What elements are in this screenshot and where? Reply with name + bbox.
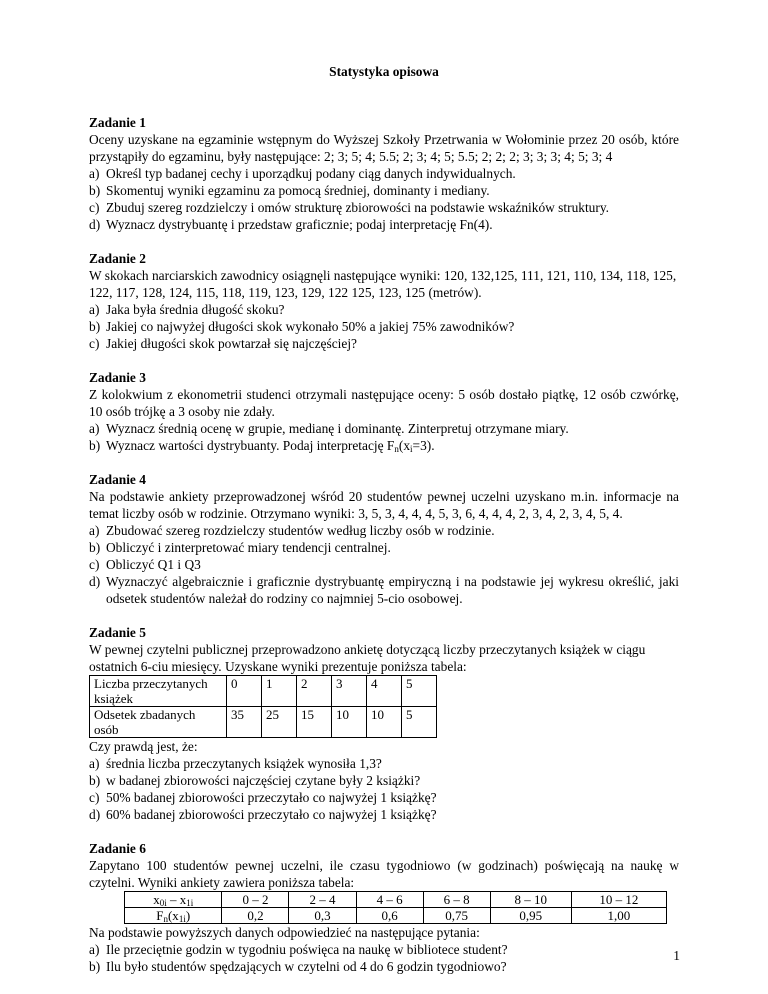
table-cell: 1 [262,676,297,707]
item-text: w badanej zbiorowości najczęściej czytane były 2 książki? [106,773,421,788]
table-row-header: Liczba przeczytanych książek [90,676,227,707]
table-cell: 5 [402,707,437,738]
task-6 [89,840,679,975]
item-text: średnia liczba przeczytanych książek wynosiła 1,3? [106,756,382,771]
item-label: c) [89,557,100,572]
item-label: d) [89,217,101,232]
task-item [89,216,679,233]
table-cell: 5 [402,676,437,707]
header-text: (x [167,908,179,923]
table-cell: 0,75 [423,908,490,924]
task-item [89,556,679,573]
table-row-header [125,908,222,924]
item-text: Wyznacz średnią ocenę w grupie, medianę i dominantę. Zinterpretuj otrzymane miary. [106,421,569,436]
table-cell: 0,95 [490,908,571,924]
item-text: Ilu było studentów spędzających w czytelni od 4 do 6 godzin tygodniowo? [106,959,507,974]
task-item [89,789,679,806]
item-label: d) [89,574,101,589]
table-cell: 0 – 2 [222,892,289,908]
item-text: Jakiej co najwyżej długości skok wykonało 50% a jakiej 75% zawodników? [106,319,515,334]
item-label: b) [89,438,101,453]
table-row [90,707,437,738]
table-cell: 25 [262,707,297,738]
task-title: Zadanie 4 [89,472,146,487]
subscript: 1i [186,898,194,908]
table-row [90,676,437,707]
task-item [89,318,679,335]
item-text-part: (x [398,438,411,453]
table-cell: 8 – 10 [490,892,571,908]
task-title: Zadanie 1 [89,115,146,130]
table-cell: 10 [367,707,402,738]
item-text: Jakiej długości skok powtarzał się najczęściej? [106,336,357,351]
item-text: 60% badanej zbiorowości przeczytało co najwyżej 1 książkę? [106,807,437,822]
task-item [89,199,679,216]
item-label: d) [89,807,101,822]
task-item [89,437,679,454]
task-title: Zadanie 3 [89,370,146,385]
header-text: F [156,908,164,923]
task-intro: Z kolokwium z ekonometrii studenci otrzymali następujące oceny: 5 osób dostało piątkę, 12 osób czwórkę, 10 osób trójkę a 3 osoby nie zdały. [89,387,679,419]
item-text: Zbudować szereg rozdzielczy studentów według liczby osób w rodzinie. [106,523,495,538]
task-item [89,573,679,607]
item-text: Obliczyć Q1 i Q3 [106,557,201,572]
header-text: ) [185,908,191,923]
task-item [89,806,679,823]
task-item [89,182,679,199]
item-text: Wyznacz dystrybuantę i przedstaw graficznie; podaj interpretację Fn(4). [106,217,493,232]
task-1 [89,114,679,233]
task-item [89,755,679,772]
task-2 [89,250,679,352]
task-item [89,522,679,539]
item-text: Ile przeciętnie godzin w tygodniu poświęca na naukę w bibliotece student? [106,942,508,957]
item-label: c) [89,200,100,215]
task-intro: Oceny uzyskane na egzaminie wstępnym do Wyższej Szkoły Przetrwania w Wołominie przez 20 osób, które przystąpiły do egzaminu, były następujące: 2; 3; 5; 4; 5.5; 2; 3; 4; 5; 5.5; 2; 2; 2; 3; 3; 3; 4; 5; 3; 4 [89,132,679,164]
item-label: a) [89,756,100,771]
subscript: 0i [159,898,167,908]
item-text: Jaka była średnia długość skoku? [106,302,285,317]
item-label: a) [89,942,100,957]
table-row [125,908,667,924]
task-item [89,958,679,975]
subscript: i [410,444,413,454]
item-label: b) [89,183,101,198]
item-label: b) [89,540,101,555]
table-cell: 2 [297,676,332,707]
item-label: a) [89,302,100,317]
task-item [89,335,679,352]
item-text: Wyznaczyć algebraicznie i graficznie dystrybuantę empiryczną i na podstawie jej wykresu określić, jaki odsetek studentów należał do rodziny co najmniej 5-cio osobowej. [106,574,679,606]
item-label: a) [89,523,100,538]
study-time-table [124,891,667,924]
item-label: b) [89,319,101,334]
header-text: – x [166,892,187,907]
table-cell: 0,6 [356,908,423,924]
task-intro: W skokach narciarskich zawodnicy osiągnęli następujące wyniki: 120, 132,125, 111, 121, 110, 134, 118, 125, 122, 117, 128, 124, 115, 118, 119, 123, 129, 122 125, 123, 125 (metrów). [89,268,677,300]
table-cell: 6 – 8 [423,892,490,908]
task-title: Zadanie 5 [89,625,146,640]
item-label: a) [89,421,100,436]
task-3 [89,369,679,454]
item-label: c) [89,336,100,351]
item-label: b) [89,959,101,974]
task-intro: Na podstawie ankiety przeprowadzonej wśród 20 studentów pewnej uczelni uzyskano m.in. informacje na temat liczby osób w rodzinie. Otrzymano wyniki: 3, 5, 3, 4, 4, 4, 5, 3, 6, 4, 4, 4, 2, 3, 4, 2, 3, 4, 5, 4. [89,489,679,521]
table-cell: 1,00 [571,908,666,924]
table-row [125,892,667,908]
table-cell: 4 – 6 [356,892,423,908]
table-cell: 0,2 [222,908,289,924]
table-cell: 2 – 4 [289,892,356,908]
task-item [89,301,679,318]
task-title: Zadanie 6 [89,841,146,856]
document-page [89,60,679,975]
item-text-part: =3). [412,438,435,453]
table-cell: 15 [297,707,332,738]
subscript: n [163,914,168,924]
task-question: Czy prawdą jest, że: [89,739,198,754]
table-cell: 35 [227,707,262,738]
table-cell: 10 – 12 [571,892,666,908]
task-item [89,165,679,182]
task-4 [89,471,679,607]
item-label: a) [89,166,100,181]
table-row-header [125,892,222,908]
task-intro: W pewnej czytelni publicznej przeprowadzono ankietę dotyczącą liczby przeczytanych książek w ciągu ostatnich 6-ciu miesięcy. Uzyskane wyniki prezentuje poniższa tabela: [89,642,646,674]
item-label: b) [89,773,101,788]
task-title: Zadanie 2 [89,251,146,266]
table-row-header: Odsetek zbadanych osób [90,707,227,738]
subscript: 1i [178,914,186,924]
table-cell: 0,3 [289,908,356,924]
item-text: Zbuduj szereg rozdzielczy i omów strukturę zbiorowości na podstawie wskaźników struktury. [106,200,610,215]
task-item [89,941,679,958]
subscript: n [394,444,399,454]
task-question: Na podstawie powyższych danych odpowiedzieć na następujące pytania: [89,925,480,940]
task-item [89,420,679,437]
books-table [89,675,437,738]
task-5 [89,624,679,823]
table-cell: 3 [332,676,367,707]
page-number: 1 [673,948,680,963]
task-item [89,772,679,789]
document-title: Statystyka opisowa [329,64,439,79]
table-cell: 0 [227,676,262,707]
item-label: c) [89,790,100,805]
item-text: Obliczyć i zinterpretować miary tendencji centralnej. [106,540,391,555]
item-text: 50% badanej zbiorowości przeczytało co najwyżej 1 książkę? [106,790,437,805]
item-text: Skomentuj wyniki egzaminu za pomocą średniej, dominanty i mediany. [106,183,490,198]
item-text: Określ typ badanej cechy i uporządkuj podany ciąg danych indywidualnych. [106,166,516,181]
table-cell: 4 [367,676,402,707]
task-item [89,539,679,556]
item-text-part: Wyznacz wartości dystrybuanty. Podaj interpretację F [106,438,395,453]
task-intro: Zapytano 100 studentów pewnej uczelni, ile czasu tygodniowo (w godzinach) poświęcają na naukę w czytelni. Wyniki ankiety zawiera poniższa tabela: [89,858,679,890]
table-cell: 10 [332,707,367,738]
header-text: x [153,892,160,907]
